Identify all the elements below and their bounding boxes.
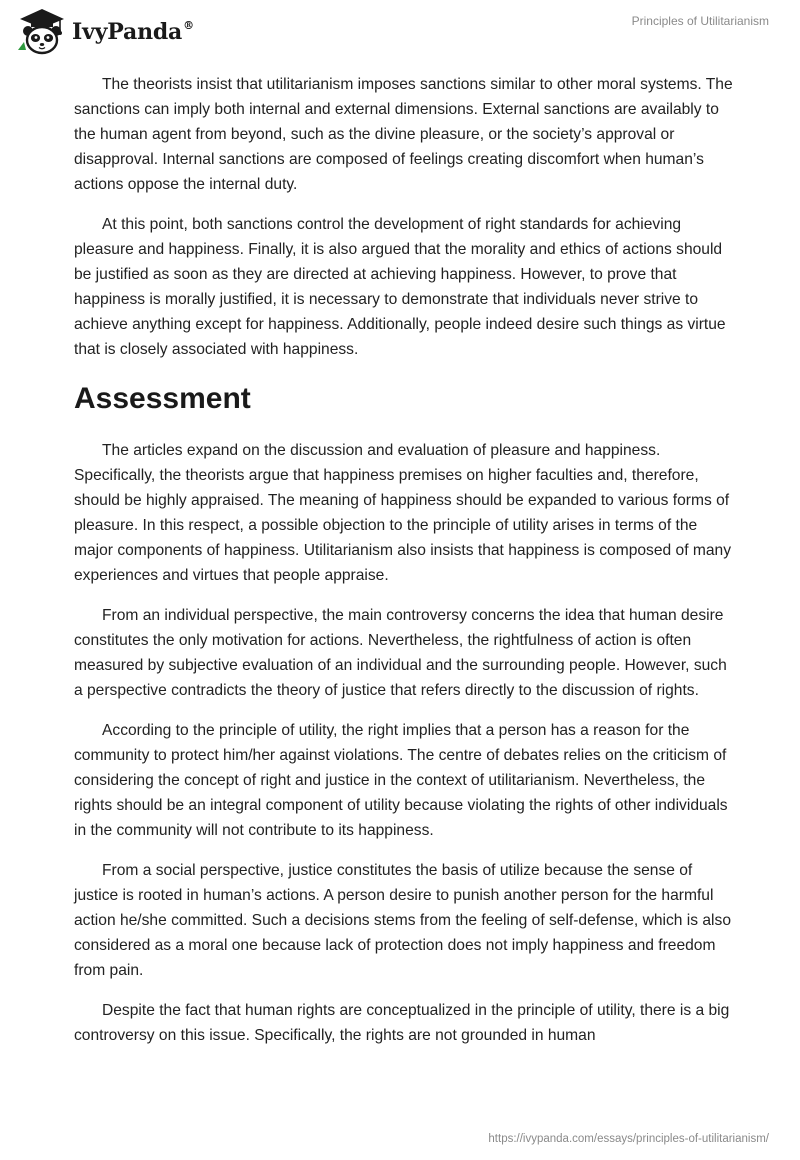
paragraph: From a social perspective, justice constitutes the basis of utilize because the sense of justice is rooted in human’s actions. A person desire to punish another person for the harmful action he/she committed. Such a decisions stems from the feeling of self-defense, which is also considered as a moral one because lack of protection does not imply happiness and freedom from pain. [74, 862, 731, 979]
paragraph: The theorists insist that utilitarianism imposes sanctions similar to other moral systems. The sanctions can imply both internal and external dimensions. External sanctions are availably to the human agent from beyond, such as the divine pleasure, or the society’s approval or disapproval. Internal sanctions are composed of feelings creating discomfort when human’s actions oppose the internal duty. [74, 76, 733, 193]
paragraph: From an individual perspective, the main controversy concerns the idea that human desire constitutes the only motivation for actions. Nevertheless, the rightfulness of action is often measured by subjective evaluation of an individual and the surrounding people. However, such a perspective contradicts the theory of justice that refers directly to the discussion of rights. [74, 607, 727, 699]
document-title: Principles of Utilitarianism [631, 14, 769, 28]
paragraph: According to the principle of utility, the right implies that a person has a reason for the community to protect him/her against violations. The centre of debates relies on the criticism of considering the concept of right and justice in the context of utilitarianism. Nevertheless, the rights should be an integral component of utility because violating the rights of other individuals in the community will not contribute to its happiness. [74, 722, 728, 839]
source-url-link[interactable]: https://ivypanda.com/essays/principles-of-utilitarianism/ [488, 1133, 769, 1145]
paragraph: The articles expand on the discussion and evaluation of pleasure and happiness. Specifically, the theorists argue that happiness premises on higher faculties and, therefore, should be highly appraised. The meaning of happiness should be expanded to various forms of pleasure. In this respect, a possible objection to the principle of utility arises in terms of the major components of happiness. Utilitarianism also insists that happiness is composed of many experiences and virtues that people appraise. [74, 442, 731, 584]
page-header [0, 0, 800, 60]
paragraph: Despite the fact that human rights are conceptualized in the principle of utility, there is a big controversy on this issue. Specifically, the rights are not grounded in human [74, 1002, 730, 1044]
essay-body [74, 72, 734, 1063]
ivypanda-logo[interactable] [14, 6, 194, 56]
panda-graduate-icon [14, 6, 68, 56]
paragraph: At this point, both sanctions control the development of right standards for achieving pleasure and happiness. Finally, it is also argued that the morality and ethics of actions should be justified as soon as they are directed at achieving happiness. However, to prove that happiness is morally justified, it is necessary to demonstrate that individuals never strive to achieve anything except for happiness. Additionally, people indeed desire such things as virtue that is closely associated with happiness. [74, 216, 726, 358]
registered-mark: ® [183, 18, 194, 32]
section-heading: Assessment [74, 382, 251, 415]
brand-name [72, 19, 194, 45]
brand-name-text: IvyPanda [72, 19, 183, 45]
